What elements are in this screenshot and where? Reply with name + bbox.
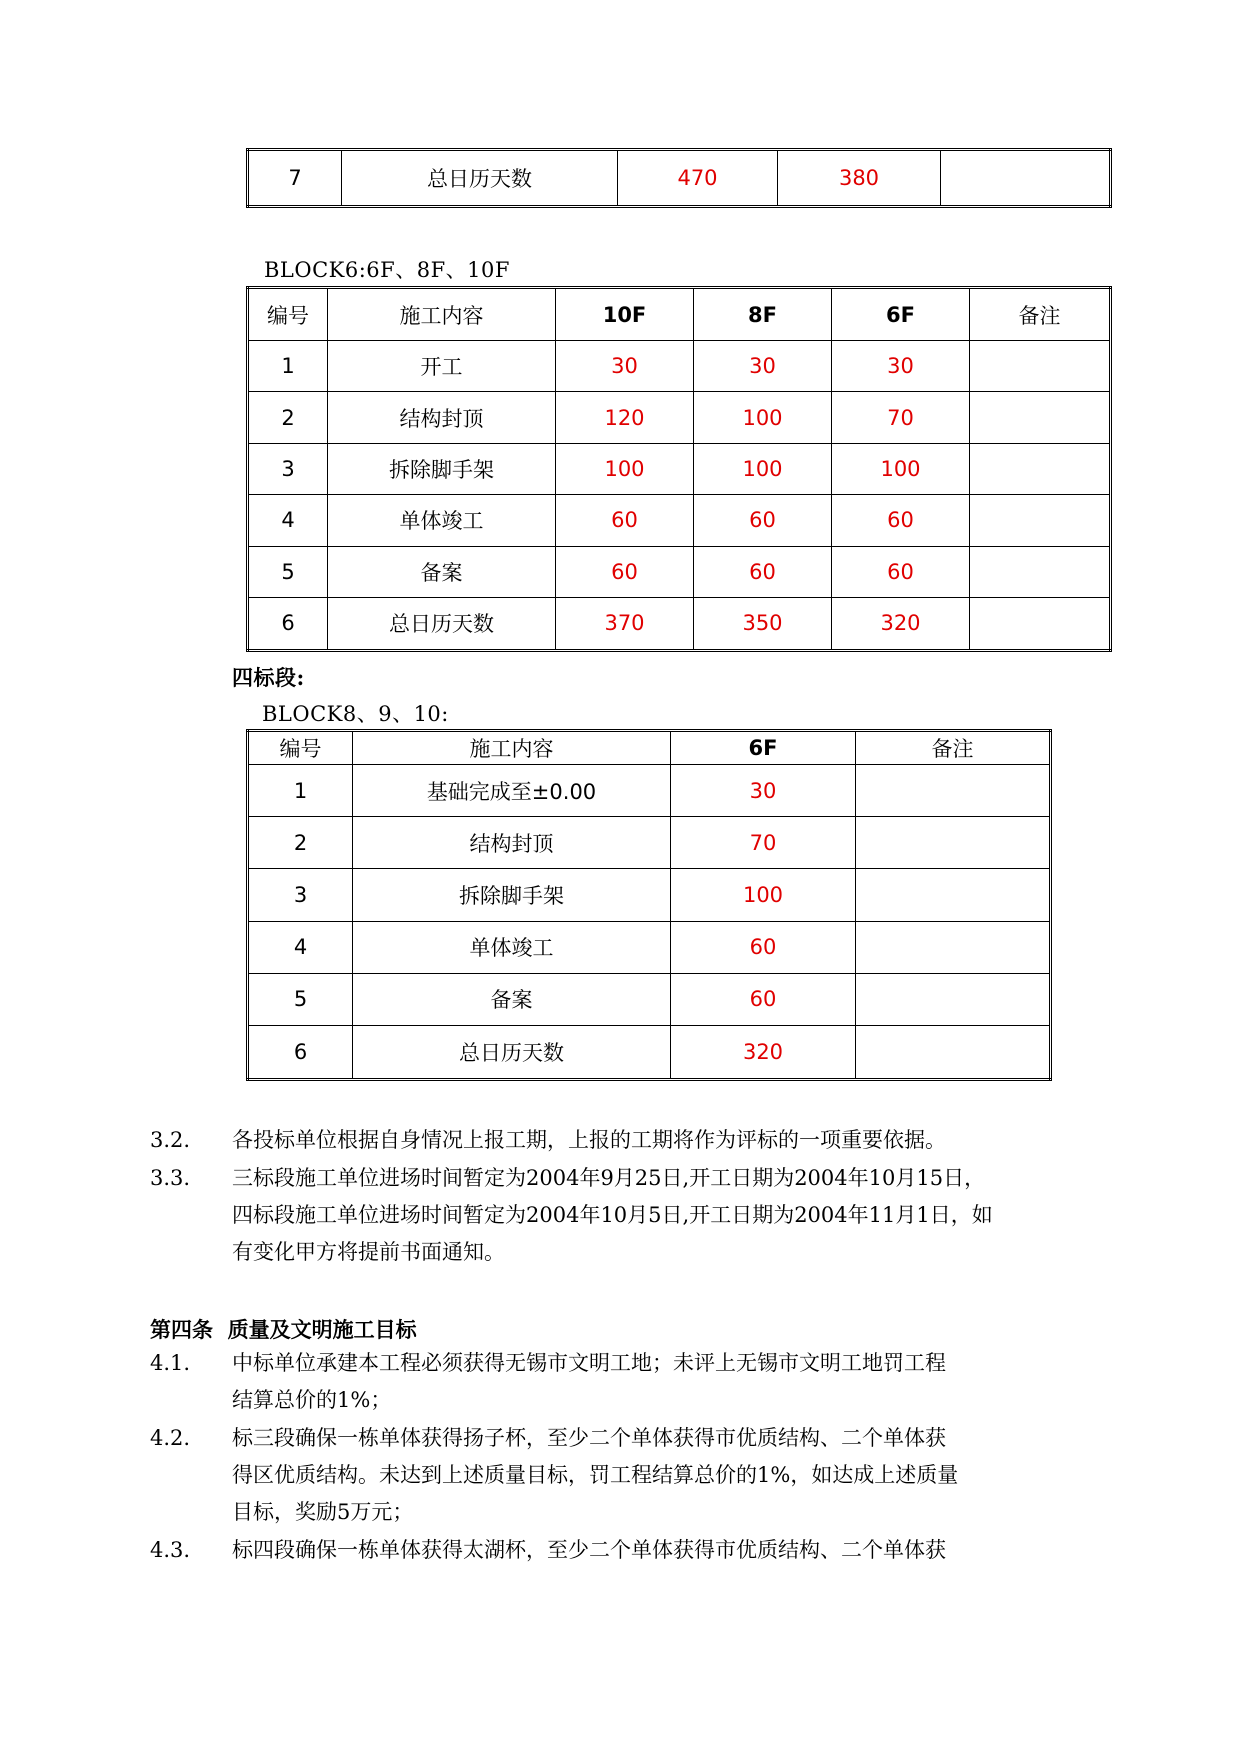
clause-text: 结算总价的1%； [232,1388,392,1412]
clause-number: 4.2. [150,1426,191,1450]
table-header-row [248,288,1111,341]
block8-table [246,729,1052,1081]
block8-title: BLOCK8、9、10: [262,702,449,726]
cell-number: 4 [248,495,328,546]
cell-value: 100 [671,869,856,921]
header-content: 施工内容 [328,288,556,341]
table-row [248,921,1051,973]
table-row [248,597,1111,650]
table-header-row [248,731,1051,765]
cell-number: 3 [248,869,353,921]
header-number: 编号 [248,288,328,341]
cell-remark [856,1026,1051,1080]
cell-remark [970,341,1111,392]
clause-number: 3.3. [150,1166,191,1190]
cell-remark [856,869,1051,921]
cell-value: 30 [556,341,694,392]
clause-text: 中标单位承建本工程必须获得无锡市文明工地；未评上无锡市文明工地罚工程 [232,1351,946,1375]
cell-remark [856,765,1051,817]
block6-table [246,286,1112,652]
cell-number: 1 [248,765,353,817]
clause-text: 各投标单位根据自身情况上报工期，上报的工期将作为评标的一项重要依据。 [232,1128,946,1152]
cell-remark [970,546,1111,597]
cell-remark [970,443,1111,494]
cell-value: 60 [556,495,694,546]
header-content: 施工内容 [353,731,671,765]
cell-value: 60 [556,546,694,597]
cell-number: 2 [248,392,328,443]
clause-text: 标四段确保一栋单体获得太湖杯，至少二个单体获得市优质结构、二个单体获 [232,1538,946,1562]
header-number: 编号 [248,731,353,765]
cell-value: 60 [671,973,856,1025]
cell-number: 5 [248,973,353,1025]
clause-text: 得区优质结构。未达到上述质量目标，罚工程结算总价的1%，如达成上述质量 [232,1463,959,1487]
cell-remark [970,392,1111,443]
clause-text: 目标，奖励5万元； [232,1500,414,1524]
table-row [248,150,1111,207]
table-row [248,495,1111,546]
header-8f: 8F [694,288,832,341]
cell-value: 100 [832,443,970,494]
cell-content: 备案 [328,546,556,597]
table-row [248,765,1051,817]
cell-value: 60 [832,546,970,597]
header-remark: 备注 [856,731,1051,765]
cell-number: 7 [248,150,342,207]
article4-title: 第四条 质量及文明施工目标 [150,1318,417,1342]
cell-value: 100 [694,443,832,494]
clause-text: 有变化甲方将提前书面通知。 [232,1240,505,1264]
cell-content: 开工 [328,341,556,392]
cell-content: 拆除脚手架 [328,443,556,494]
table-row [248,1026,1051,1080]
cell-number: 1 [248,341,328,392]
clause-text: 四标段施工单位进场时间暂定为2004年10月5日,开工日期为2004年11月1日，如 [232,1203,993,1227]
table-row [248,392,1111,443]
cell-value: 30 [832,341,970,392]
top-schedule-table [246,148,1112,208]
cell-content: 备案 [353,973,671,1025]
clause-text: 三标段施工单位进场时间暂定为2004年9月25日,开工日期为2004年10月15日， [232,1166,986,1190]
cell-value: 370 [556,597,694,650]
cell-remark [970,495,1111,546]
cell-content: 基础完成至±0.00 [353,765,671,817]
block6-title: BLOCK6:6F、8F、10F [264,258,510,282]
cell-number: 5 [248,546,328,597]
cell-value: 380 [778,150,941,207]
cell-number: 3 [248,443,328,494]
cell-value: 100 [556,443,694,494]
clause-number: 4.1. [150,1351,191,1375]
cell-remark [856,973,1051,1025]
cell-content: 结构封顶 [353,817,671,869]
cell-value: 100 [694,392,832,443]
section4-title: 四标段: [232,665,305,690]
header-6f: 6F [832,288,970,341]
cell-value: 70 [671,817,856,869]
table-row [248,443,1111,494]
cell-value: 470 [618,150,778,207]
cell-value: 70 [832,392,970,443]
cell-number: 4 [248,921,353,973]
cell-number: 6 [248,597,328,650]
cell-remark [856,817,1051,869]
cell-value: 60 [694,546,832,597]
cell-remark [941,150,1111,207]
header-6f: 6F [671,731,856,765]
cell-content: 总日历天数 [353,1026,671,1080]
cell-value: 120 [556,392,694,443]
cell-remark [970,597,1111,650]
cell-value: 350 [694,597,832,650]
table-row [248,869,1051,921]
cell-value: 320 [671,1026,856,1080]
cell-remark [856,921,1051,973]
cell-content: 单体竣工 [328,495,556,546]
cell-content: 单体竣工 [353,921,671,973]
cell-value: 30 [694,341,832,392]
cell-value: 30 [671,765,856,817]
cell-value: 60 [694,495,832,546]
clause-number: 4.3. [150,1538,191,1562]
cell-content: 结构封顶 [328,392,556,443]
cell-content: 拆除脚手架 [353,869,671,921]
header-remark: 备注 [970,288,1111,341]
table-row [248,973,1051,1025]
cell-content: 总日历天数 [342,150,618,207]
clause-number: 3.2. [150,1128,191,1152]
cell-number: 2 [248,817,353,869]
clause-text: 标三段确保一栋单体获得扬子杯，至少二个单体获得市优质结构、二个单体获 [232,1426,946,1450]
header-10f: 10F [556,288,694,341]
cell-value: 320 [832,597,970,650]
table-row [248,546,1111,597]
table-row [248,817,1051,869]
cell-content: 总日历天数 [328,597,556,650]
cell-value: 60 [671,921,856,973]
cell-number: 6 [248,1026,353,1080]
table-row [248,341,1111,392]
cell-value: 60 [832,495,970,546]
